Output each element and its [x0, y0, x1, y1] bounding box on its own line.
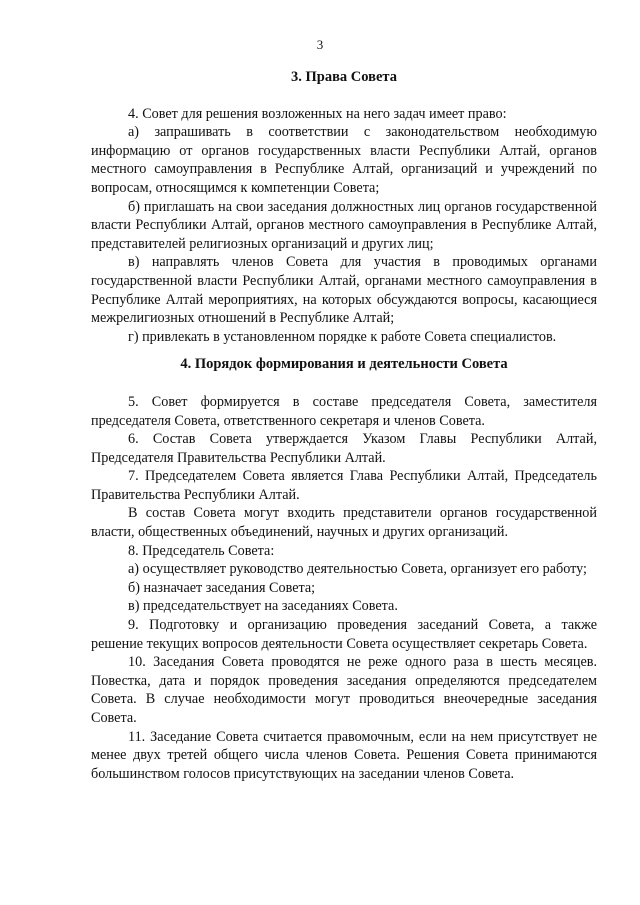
paragraph: 4. Совет для решения возложенных на него задач имеет право: [128, 105, 507, 122]
paragraph: 7. Председателем Совета является Глава Республики Алтай, Председатель Правительства Республики Алтай. [91, 468, 597, 503]
paragraph: б) назначает заседания Совета; [128, 579, 316, 596]
paragraph: а) осуществляет руководство деятельностью Совета, организует его работу; [128, 561, 587, 578]
paragraph: в) председательствует на заседаниях Совета. [128, 598, 398, 615]
paragraph: 5. Совет формируется в составе председателя Совета, заместителя председателя Совета, ответственного секретаря и членов Совета. [91, 393, 597, 429]
section-rights [91, 105, 597, 347]
paragraph: в) направлять членов Совета для участия в проводимых органами государственной власти Республики Алтай, органами местного самоуправления в Республике Алтай мероприятиях, на которых обсуждаются вопросы, касающиеся межрелигиозных отношений в Республике Алтай; [91, 254, 597, 327]
paragraph: б) приглашать на свои заседания должностных лиц органов государственной власти Республики Алтай, органов местного самоуправления в Республике Алтай, представителей религиозных организаций и других лиц; [91, 198, 597, 252]
paragraph: 6. Состав Совета утверждается Указом Главы Республики Алтай, Председателя Правительства Республики Алтай. [91, 431, 597, 466]
paragraph: а) запрашивать в соответствии с законодательством необходимую информацию от органов государственных власти Республики Алтай, органов местного самоуправления в Республике Алтай, организаций и учреждений по вопросам, относящимся к компетенции Совета; [91, 124, 597, 196]
paragraph: 10. Заседания Совета проводятся не реже одного раза в шесть месяцев. Повестка, дата и порядок проведения заседания определяются председателем Совета. В случае необходимости могут проводиться внеочередные заседания Совета. [91, 654, 597, 726]
page-number: 3 [316, 37, 324, 52]
section-formation [91, 393, 597, 783]
section-heading-rights: 3. Права Совета [291, 69, 397, 85]
paragraph: 9. Подготовку и организацию проведения заседаний Совета, а также решение текущих вопросов деятельности Совета осуществляет секретарь Совета. [91, 617, 597, 652]
paragraph: 8. Председатель Совета: [128, 542, 275, 559]
paragraph: 11. Заседание Совета считается правомочным, если на нем присутствует не менее двух третей общего числа членов Совета. Решения Совета принимаются большинством голосов присутствующих на заседании членов Совета. [91, 728, 597, 782]
document-body [91, 68, 597, 783]
paragraph: В состав Совета могут входить представители органов государственной власти, общественных объединений, научных и других организаций. [91, 505, 597, 541]
section-heading-formation: 4. Порядок формирования и деятельности Совета [180, 356, 508, 373]
paragraph: г) привлекать в установленном порядке к работе Совета специалистов. [128, 328, 557, 345]
